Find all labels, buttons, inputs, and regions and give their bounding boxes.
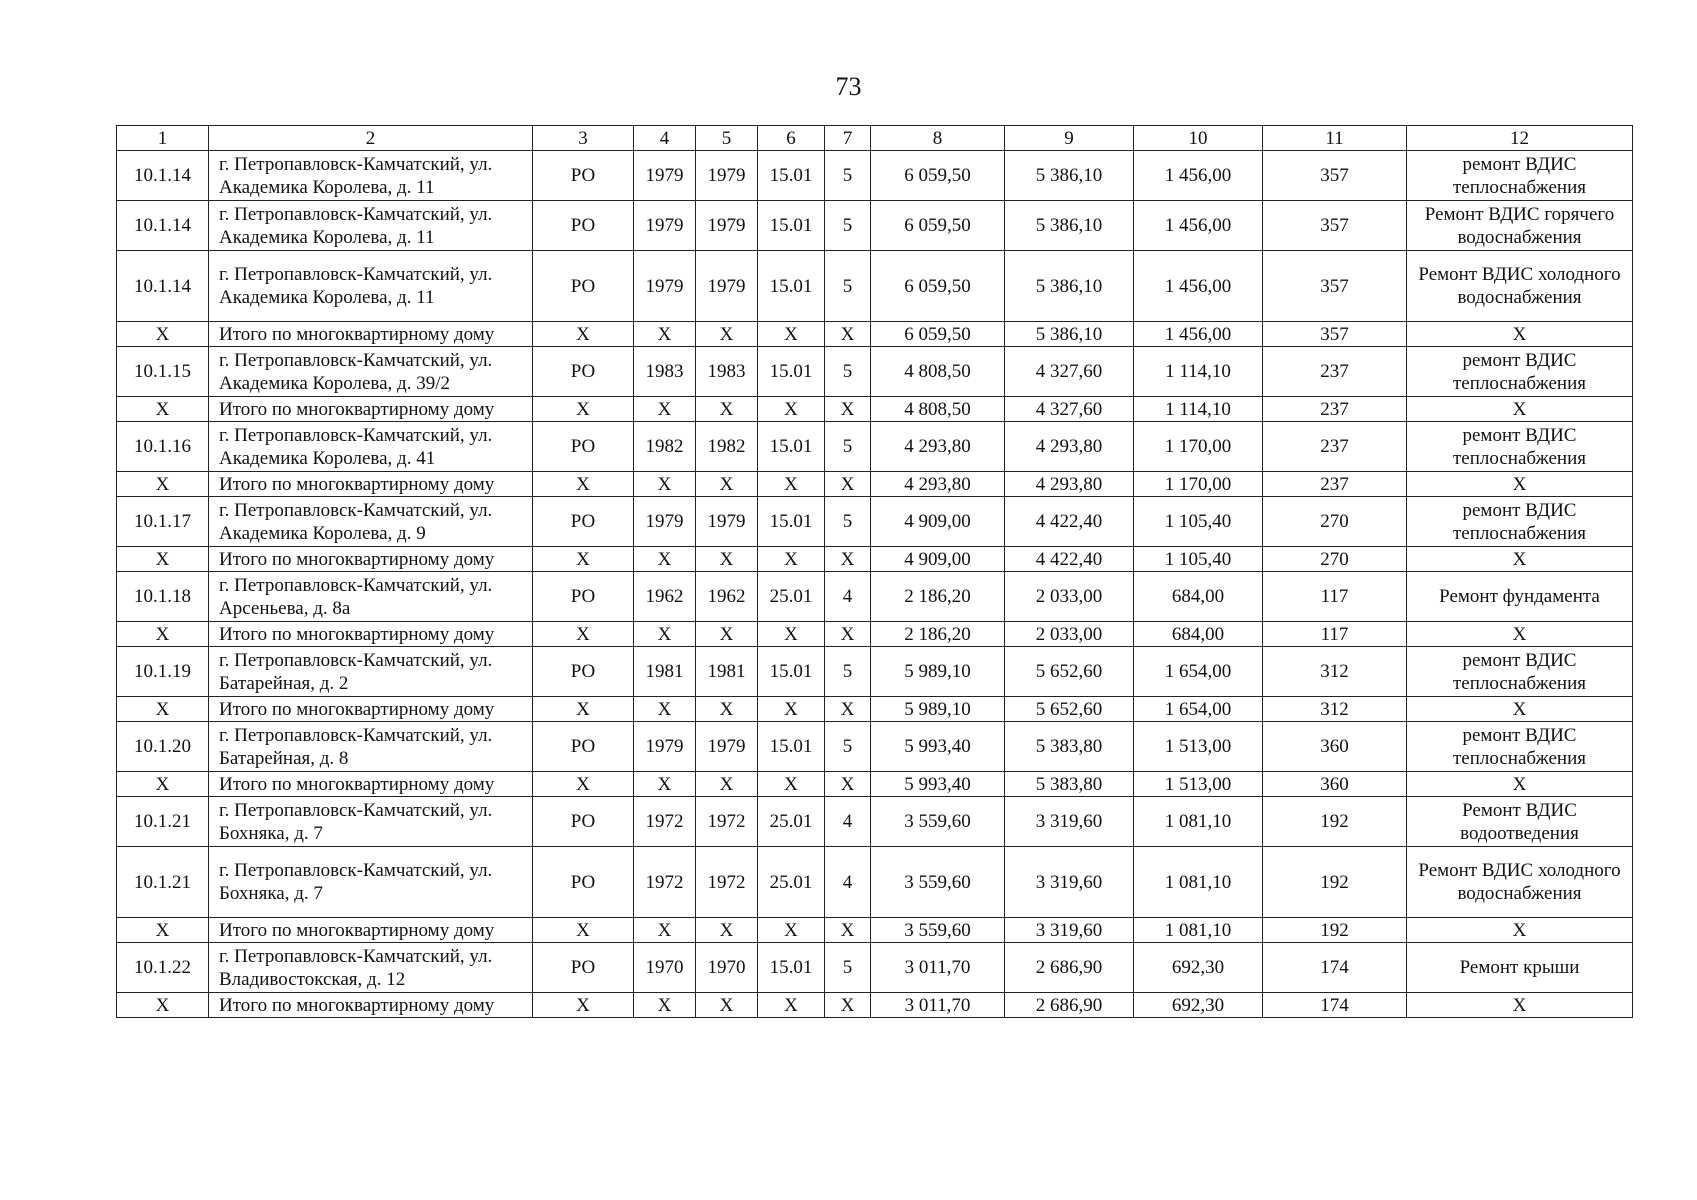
table-cell: 1972 [696, 797, 758, 847]
table-cell: 5 [825, 422, 871, 472]
table-row [117, 251, 1633, 322]
table-cell: 1 081,10 [1134, 847, 1263, 918]
table-cell: 4 327,60 [1005, 397, 1134, 422]
table-cell: 15.01 [758, 722, 825, 772]
table-cell: 357 [1263, 151, 1407, 201]
address-cell: Итого по многоквартирному дому [209, 322, 533, 347]
table-cell: 1982 [634, 422, 696, 472]
table-cell: 3 011,70 [871, 993, 1005, 1018]
table-cell: РО [533, 943, 634, 993]
table-cell: 312 [1263, 647, 1407, 697]
table-cell: 2 186,20 [871, 622, 1005, 647]
table-cell: Х [758, 472, 825, 497]
table-cell: РО [533, 797, 634, 847]
table-row [117, 647, 1633, 697]
table-cell: РО [533, 497, 634, 547]
table-cell: Х [825, 472, 871, 497]
table-cell: Х [696, 547, 758, 572]
table-cell: 1 114,10 [1134, 347, 1263, 397]
address-cell: г. Петропавловск-Камчатский, ул. Академика Королева, д. 11 [209, 151, 533, 201]
work-type-cell: ремонт ВДИС теплоснабжения [1407, 347, 1633, 397]
page-number: 73 [835, 72, 862, 101]
table-cell: 10.1.21 [117, 797, 209, 847]
table-cell: 15.01 [758, 201, 825, 251]
address-cell: г. Петропавловск-Камчатский, ул. Бохняка, д. 7 [209, 797, 533, 847]
table-cell: Х [634, 918, 696, 943]
table-cell: 10.1.14 [117, 151, 209, 201]
table-cell: Х [825, 697, 871, 722]
column-header: 1 [117, 126, 209, 151]
table-cell: 5 652,60 [1005, 697, 1134, 722]
data-table [116, 125, 1633, 1018]
table-cell: 1 170,00 [1134, 422, 1263, 472]
work-type-cell: Х [1407, 472, 1633, 497]
table-cell: 117 [1263, 572, 1407, 622]
table-cell: 1 456,00 [1134, 151, 1263, 201]
table-cell: 692,30 [1134, 993, 1263, 1018]
column-header: 10 [1134, 126, 1263, 151]
work-type-cell: ремонт ВДИС теплоснабжения [1407, 497, 1633, 547]
table-cell: 192 [1263, 847, 1407, 918]
table-cell: 357 [1263, 322, 1407, 347]
table-cell: 5 989,10 [871, 647, 1005, 697]
table-cell: 10.1.20 [117, 722, 209, 772]
table-cell: Х [758, 993, 825, 1018]
address-cell: Итого по многоквартирному дому [209, 397, 533, 422]
table-cell: 312 [1263, 697, 1407, 722]
table-cell: РО [533, 422, 634, 472]
table-cell: Х [634, 547, 696, 572]
work-type-cell: Ремонт ВДИС холодного водоснабжения [1407, 251, 1633, 322]
table-cell: 2 686,90 [1005, 993, 1134, 1018]
table-cell: 1983 [696, 347, 758, 397]
table-cell: 6 059,50 [871, 151, 1005, 201]
table-cell: 1972 [634, 847, 696, 918]
table-row [117, 797, 1633, 847]
table-cell: 2 186,20 [871, 572, 1005, 622]
address-cell: Итого по многоквартирному дому [209, 697, 533, 722]
work-type-cell: ремонт ВДИС теплоснабжения [1407, 422, 1633, 472]
table-cell: Х [117, 772, 209, 797]
table-cell: Х [117, 622, 209, 647]
table-cell: 1 081,10 [1134, 797, 1263, 847]
work-type-cell: Ремонт фундамента [1407, 572, 1633, 622]
table-cell: 1 105,40 [1134, 497, 1263, 547]
column-header: 12 [1407, 126, 1633, 151]
table-cell: Х [533, 993, 634, 1018]
table-cell: 4 [825, 797, 871, 847]
table-row [117, 201, 1633, 251]
table-cell: 1979 [696, 497, 758, 547]
table-cell: Х [533, 772, 634, 797]
table-cell: 192 [1263, 797, 1407, 847]
table-cell: 10.1.16 [117, 422, 209, 472]
table-cell: 357 [1263, 201, 1407, 251]
column-header: 9 [1005, 126, 1134, 151]
table-cell: Х [634, 993, 696, 1018]
column-header: 11 [1263, 126, 1407, 151]
address-cell: г. Петропавловск-Камчатский, ул. Батарейная, д. 2 [209, 647, 533, 697]
table-cell: 237 [1263, 422, 1407, 472]
table-cell: 5 383,80 [1005, 772, 1134, 797]
table-cell: 1979 [634, 722, 696, 772]
table-cell: 192 [1263, 918, 1407, 943]
table-cell: Х [825, 918, 871, 943]
table-cell: РО [533, 347, 634, 397]
table-cell: 4 293,80 [1005, 472, 1134, 497]
table-cell: Х [696, 472, 758, 497]
table-cell: 5 993,40 [871, 772, 1005, 797]
table-cell: 2 033,00 [1005, 572, 1134, 622]
total-row [117, 622, 1633, 647]
table-cell: 5 [825, 722, 871, 772]
table-cell: 5 386,10 [1005, 151, 1134, 201]
table-cell: Х [758, 622, 825, 647]
table-cell: 1 456,00 [1134, 322, 1263, 347]
table-cell: Х [825, 993, 871, 1018]
work-type-cell: Х [1407, 547, 1633, 572]
table-row [117, 422, 1633, 472]
table-cell: Х [758, 918, 825, 943]
table-cell: 5 [825, 151, 871, 201]
total-row [117, 772, 1633, 797]
table-cell: 6 059,50 [871, 201, 1005, 251]
table-row [117, 847, 1633, 918]
table-cell: 1962 [634, 572, 696, 622]
table-cell: 270 [1263, 547, 1407, 572]
table-cell: Х [117, 322, 209, 347]
total-row [117, 918, 1633, 943]
address-cell: Итого по многоквартирному дому [209, 993, 533, 1018]
work-type-cell: Ремонт крыши [1407, 943, 1633, 993]
work-type-cell: Ремонт ВДИС водоотведения [1407, 797, 1633, 847]
table-cell: 4 909,00 [871, 497, 1005, 547]
table-cell: 1981 [696, 647, 758, 697]
table-cell: Х [533, 322, 634, 347]
total-row [117, 322, 1633, 347]
table-cell: 10.1.17 [117, 497, 209, 547]
table-cell: Х [696, 397, 758, 422]
work-type-cell: Ремонт ВДИС холодного водоснабжения [1407, 847, 1633, 918]
table-cell: 1979 [634, 201, 696, 251]
table-cell: 15.01 [758, 251, 825, 322]
table-cell: 4 808,50 [871, 397, 1005, 422]
table-cell: 1 513,00 [1134, 722, 1263, 772]
table-cell: 4 422,40 [1005, 497, 1134, 547]
table-cell: 5 383,80 [1005, 722, 1134, 772]
work-type-cell: Х [1407, 622, 1633, 647]
table-cell: 1981 [634, 647, 696, 697]
table-cell: 237 [1263, 472, 1407, 497]
table-cell: 3 319,60 [1005, 918, 1134, 943]
work-type-cell: Х [1407, 918, 1633, 943]
column-header: 2 [209, 126, 533, 151]
table-cell: 360 [1263, 722, 1407, 772]
table-cell: Х [533, 697, 634, 722]
table-cell: 237 [1263, 347, 1407, 397]
address-cell: Итого по многоквартирному дому [209, 918, 533, 943]
column-header: 8 [871, 126, 1005, 151]
table-cell: Х [696, 772, 758, 797]
table-cell: Х [825, 322, 871, 347]
work-type-cell: Ремонт ВДИС горячего водоснабжения [1407, 201, 1633, 251]
table-cell: Х [825, 547, 871, 572]
table-cell: 10.1.19 [117, 647, 209, 697]
table-cell: 15.01 [758, 151, 825, 201]
address-cell: г. Петропавловск-Камчатский, ул. Академика Королева, д. 11 [209, 201, 533, 251]
table-cell: 25.01 [758, 847, 825, 918]
table-cell: 5 386,10 [1005, 322, 1134, 347]
table-cell: Х [696, 322, 758, 347]
table-cell: 25.01 [758, 797, 825, 847]
table-cell: Х [634, 697, 696, 722]
table-cell: 10.1.15 [117, 347, 209, 397]
work-type-cell: Х [1407, 697, 1633, 722]
work-type-cell: ремонт ВДИС теплоснабжения [1407, 151, 1633, 201]
table-cell: Х [533, 397, 634, 422]
table-cell: РО [533, 151, 634, 201]
table-cell: 10.1.18 [117, 572, 209, 622]
table-row [117, 347, 1633, 397]
column-header: 4 [634, 126, 696, 151]
table-cell: 4 293,80 [871, 472, 1005, 497]
table-cell: 3 559,60 [871, 847, 1005, 918]
table-cell: 1970 [696, 943, 758, 993]
work-type-cell: Х [1407, 322, 1633, 347]
address-cell: Итого по многоквартирному дому [209, 472, 533, 497]
table-row [117, 943, 1633, 993]
address-cell: Итого по многоквартирному дому [209, 547, 533, 572]
table-cell: 5 [825, 251, 871, 322]
table-cell: Х [117, 547, 209, 572]
table-cell: Х [758, 772, 825, 797]
table-cell: 1 114,10 [1134, 397, 1263, 422]
table-cell: Х [696, 993, 758, 1018]
table-header-row [117, 126, 1633, 151]
total-row [117, 472, 1633, 497]
table-cell: Х [117, 993, 209, 1018]
table-cell: 3 319,60 [1005, 847, 1134, 918]
table-cell: 692,30 [1134, 943, 1263, 993]
table-cell: 3 319,60 [1005, 797, 1134, 847]
table-cell: Х [117, 472, 209, 497]
table-cell: 1 654,00 [1134, 697, 1263, 722]
total-row [117, 993, 1633, 1018]
table-cell: 357 [1263, 251, 1407, 322]
table-cell: 1979 [696, 251, 758, 322]
table-cell: 5 [825, 497, 871, 547]
table-cell: 15.01 [758, 943, 825, 993]
table-cell: 1 170,00 [1134, 472, 1263, 497]
table-cell: Х [825, 397, 871, 422]
table-cell: Х [533, 918, 634, 943]
table-row [117, 151, 1633, 201]
table-cell: 1970 [634, 943, 696, 993]
table-cell: 15.01 [758, 647, 825, 697]
table-cell: 4 808,50 [871, 347, 1005, 397]
table-cell: 10.1.14 [117, 251, 209, 322]
address-cell: Итого по многоквартирному дому [209, 622, 533, 647]
table-cell: РО [533, 201, 634, 251]
table-cell: 5 [825, 943, 871, 993]
table-cell: Х [696, 622, 758, 647]
table-cell: 1979 [634, 251, 696, 322]
table-cell: 2 686,90 [1005, 943, 1134, 993]
table-cell: 1979 [634, 497, 696, 547]
work-type-cell: ремонт ВДИС теплоснабжения [1407, 647, 1633, 697]
table-cell: 5 652,60 [1005, 647, 1134, 697]
table-cell: 1 105,40 [1134, 547, 1263, 572]
table-cell: 5 386,10 [1005, 251, 1134, 322]
total-row [117, 547, 1633, 572]
address-cell: г. Петропавловск-Камчатский, ул. Академика Королева, д. 39/2 [209, 347, 533, 397]
table-cell: Х [696, 697, 758, 722]
table-cell: Х [758, 397, 825, 422]
address-cell: Итого по многоквартирному дому [209, 772, 533, 797]
table-cell: Х [117, 918, 209, 943]
table-cell: 5 993,40 [871, 722, 1005, 772]
table-cell: Х [117, 397, 209, 422]
table-row [117, 497, 1633, 547]
table-cell: 5 [825, 647, 871, 697]
work-type-cell: ремонт ВДИС теплоснабжения [1407, 722, 1633, 772]
table-cell: РО [533, 251, 634, 322]
table-cell: Х [634, 322, 696, 347]
table-cell: 237 [1263, 397, 1407, 422]
table-cell: 117 [1263, 622, 1407, 647]
table-cell: Х [634, 472, 696, 497]
table-cell: Х [533, 547, 634, 572]
work-type-cell: Х [1407, 772, 1633, 797]
table-body [117, 151, 1633, 1018]
table-cell: 270 [1263, 497, 1407, 547]
table-cell: Х [825, 622, 871, 647]
table-cell: 1 654,00 [1134, 647, 1263, 697]
table-cell: Х [533, 472, 634, 497]
table-cell: 10.1.21 [117, 847, 209, 918]
column-header: 3 [533, 126, 634, 151]
column-header: 5 [696, 126, 758, 151]
table-cell: 10.1.22 [117, 943, 209, 993]
table-cell: 1962 [696, 572, 758, 622]
table-cell: 4 327,60 [1005, 347, 1134, 397]
table-cell: Х [758, 697, 825, 722]
table-cell: Х [758, 547, 825, 572]
table-cell: 10.1.14 [117, 201, 209, 251]
work-type-cell: Х [1407, 397, 1633, 422]
table-cell: 2 033,00 [1005, 622, 1134, 647]
table-cell: 3 011,70 [871, 943, 1005, 993]
table-cell: 6 059,50 [871, 251, 1005, 322]
address-cell: г. Петропавловск-Камчатский, ул. Бохняка, д. 7 [209, 847, 533, 918]
work-type-cell: Х [1407, 993, 1633, 1018]
table-cell: 1972 [696, 847, 758, 918]
total-row [117, 697, 1633, 722]
table-cell: 1 513,00 [1134, 772, 1263, 797]
table-cell: 684,00 [1134, 572, 1263, 622]
table-cell: 1979 [696, 722, 758, 772]
table-cell: 15.01 [758, 347, 825, 397]
table-cell: 1983 [634, 347, 696, 397]
table-cell: 3 559,60 [871, 918, 1005, 943]
table-cell: Х [634, 772, 696, 797]
table-cell: 1972 [634, 797, 696, 847]
table-cell: 1 456,00 [1134, 201, 1263, 251]
table-cell: 5 989,10 [871, 697, 1005, 722]
table-cell: Х [634, 397, 696, 422]
table-cell: 3 559,60 [871, 797, 1005, 847]
table-cell: РО [533, 722, 634, 772]
table-cell: Х [758, 322, 825, 347]
table-cell: 15.01 [758, 497, 825, 547]
table-cell: 5 [825, 347, 871, 397]
table-cell: Х [825, 772, 871, 797]
address-cell: г. Петропавловск-Камчатский, ул. Владивостокская, д. 12 [209, 943, 533, 993]
column-header: 7 [825, 126, 871, 151]
table-cell: Х [696, 918, 758, 943]
table-cell: 4 422,40 [1005, 547, 1134, 572]
address-cell: г. Петропавловск-Камчатский, ул. Академика Королева, д. 9 [209, 497, 533, 547]
table-cell: 1982 [696, 422, 758, 472]
table-cell: 4 [825, 572, 871, 622]
table-cell: 174 [1263, 993, 1407, 1018]
table-cell: 1979 [634, 151, 696, 201]
table-row [117, 722, 1633, 772]
table-cell: 4 909,00 [871, 547, 1005, 572]
table-row [117, 572, 1633, 622]
table-cell: 15.01 [758, 422, 825, 472]
table-cell: РО [533, 847, 634, 918]
table-cell: Х [533, 622, 634, 647]
table-cell: 5 [825, 201, 871, 251]
table-cell: 1979 [696, 201, 758, 251]
total-row [117, 397, 1633, 422]
column-header: 6 [758, 126, 825, 151]
address-cell: г. Петропавловск-Камчатский, ул. Академика Королева, д. 11 [209, 251, 533, 322]
table-cell: Х [634, 622, 696, 647]
table-cell: РО [533, 572, 634, 622]
table-cell: 4 293,80 [1005, 422, 1134, 472]
address-cell: г. Петропавловск-Камчатский, ул. Академика Королева, д. 41 [209, 422, 533, 472]
table-cell: 360 [1263, 772, 1407, 797]
address-cell: г. Петропавловск-Камчатский, ул. Арсеньева, д. 8а [209, 572, 533, 622]
table-cell: 4 [825, 847, 871, 918]
table-cell: 1 081,10 [1134, 918, 1263, 943]
table-cell: 5 386,10 [1005, 201, 1134, 251]
table-cell: 684,00 [1134, 622, 1263, 647]
table-cell: 6 059,50 [871, 322, 1005, 347]
table-cell: 25.01 [758, 572, 825, 622]
table-cell: 174 [1263, 943, 1407, 993]
table-cell: Х [117, 697, 209, 722]
table-cell: 4 293,80 [871, 422, 1005, 472]
table-cell: 1 456,00 [1134, 251, 1263, 322]
address-cell: г. Петропавловск-Камчатский, ул. Батарейная, д. 8 [209, 722, 533, 772]
table-cell: 1979 [696, 151, 758, 201]
table-cell: РО [533, 647, 634, 697]
